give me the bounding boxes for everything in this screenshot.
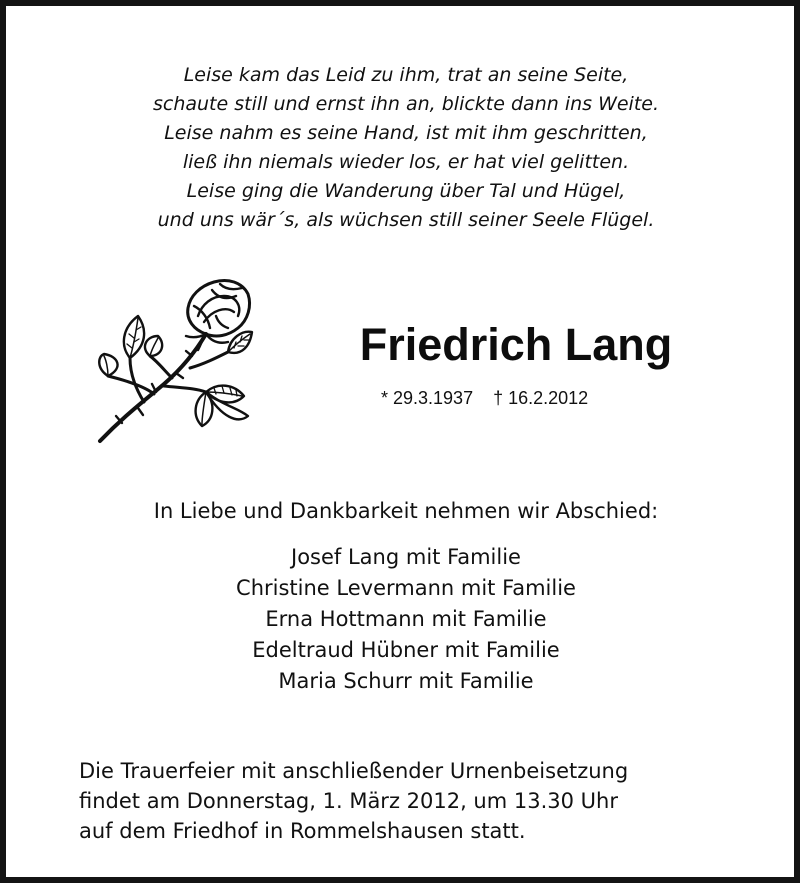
mourner-entry: Maria Schurr mit Familie xyxy=(278,669,534,693)
mourner-entry: Christine Levermann mit Familie xyxy=(236,576,576,600)
farewell-line: In Liebe und Dankbarkeit nehmen wir Abschied: xyxy=(153,499,659,523)
life-dates xyxy=(381,386,588,410)
death-date: † 16.2.2012 xyxy=(493,388,589,408)
mourner-entry: Josef Lang mit Familie xyxy=(291,545,521,569)
mourner-entry: Erna Hottmann mit Familie xyxy=(265,607,547,631)
ceremony-info xyxy=(79,756,759,846)
poem-line: und uns wär´s, als wüchsen still seiner Seele Flügel. xyxy=(157,209,655,231)
poem-line: Leise nahm es seine Hand, ist mit ihm geschritten, xyxy=(164,122,648,144)
rose-icon xyxy=(94,276,254,446)
poem-line: schaute still und ernst ihn an, blickte dann ins Weite. xyxy=(152,93,660,115)
deceased-name: Friedrich Lang xyxy=(359,319,673,370)
poem-line: ließ ihn niemals wieder los, er hat viel gelitten. xyxy=(182,151,630,173)
mourner-entry: Edeltraud Hübner mit Familie xyxy=(252,638,560,662)
ceremony-line: findet am Donnerstag, 1. März 2012, um 13.30 Uhr xyxy=(79,789,618,813)
ceremony-line: Die Trauerfeier mit anschließender Urnenbeisetzung xyxy=(79,759,629,783)
poem-line: Leise kam das Leid zu ihm, trat an seine Seite, xyxy=(183,64,629,86)
mourners-list xyxy=(6,542,800,697)
birth-date: * 29.3.1937 xyxy=(381,388,474,408)
poem xyxy=(6,61,800,235)
poem-line: Leise ging die Wanderung über Tal und Hügel, xyxy=(186,180,626,202)
ceremony-line: auf dem Friedhof in Rommelshausen statt. xyxy=(79,819,526,843)
